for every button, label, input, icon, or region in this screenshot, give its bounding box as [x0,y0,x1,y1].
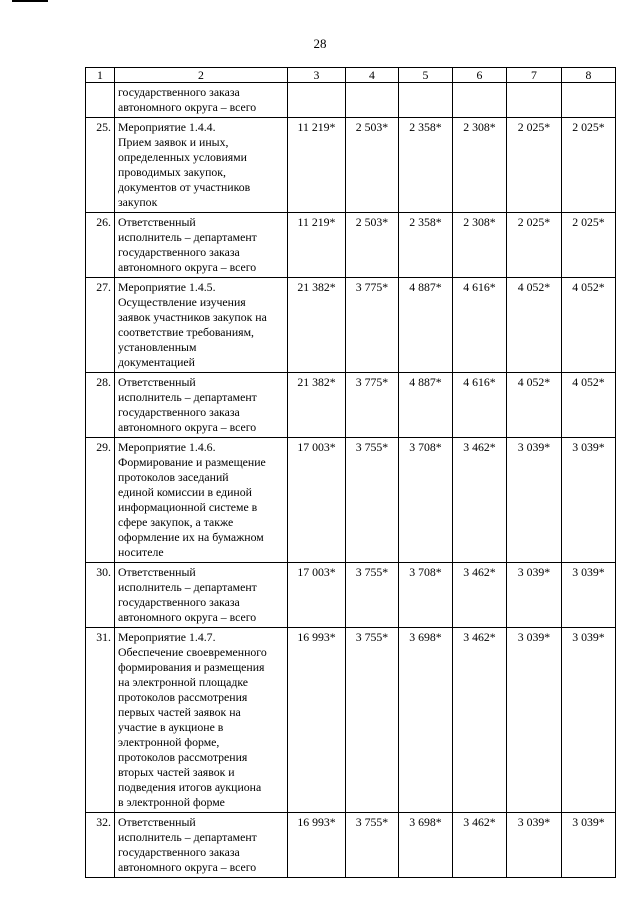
value-cell: 3 755* [346,438,399,563]
value-cell: 3 462* [453,628,507,813]
description-line: Ответственный [118,215,196,229]
value-cell: 17 003* [288,563,346,628]
description-line: исполнитель – департамент [118,580,257,594]
value-cell: 2 025* [562,213,616,278]
value-cell: 3 698* [399,813,453,878]
row-description [115,83,288,118]
value-cell: 4 616* [453,373,507,438]
value-cell: 3 708* [399,563,453,628]
value-cell: 2 308* [453,213,507,278]
description-line: автономного округа – всего [118,100,257,114]
header-cell: 7 [507,68,562,83]
description-line: заявок участников закупок на [118,310,267,324]
value-cell: 16 993* [288,628,346,813]
corner-mark [12,0,48,2]
value-cell: 16 993* [288,813,346,878]
description-line: Мероприятие 1.4.6. [118,440,216,454]
row-number: 30. [86,563,115,628]
table-row [86,813,616,878]
row-description [115,373,288,438]
value-cell: 11 219* [288,213,346,278]
table-row [86,118,616,213]
value-cell: 3 039* [507,628,562,813]
table-row [86,213,616,278]
description-line: Прием заявок и иных, [118,135,229,149]
description-line: участие в аукционе в [118,720,224,734]
header-cell: 5 [399,68,453,83]
description-line: Мероприятие 1.4.4. [118,120,216,134]
row-description [115,628,288,813]
value-cell: 2 025* [507,213,562,278]
row-number: 26. [86,213,115,278]
value-cell: 3 755* [346,813,399,878]
value-cell: 3 039* [507,438,562,563]
row-description [115,438,288,563]
description-line: протоколов заседаний [118,470,229,484]
description-line: исполнитель – департамент [118,390,257,404]
table-row [86,438,616,563]
value-cell: 3 698* [399,628,453,813]
value-cell: 4 052* [507,278,562,373]
description-line: единой комиссии в единой [118,485,252,499]
description-line: информационной системе в [118,500,258,514]
header-cell: 8 [562,68,616,83]
header-cell: 6 [453,68,507,83]
value-cell: 4 052* [562,278,616,373]
description-line: формирования и размещения [118,660,265,674]
value-cell: 4 616* [453,278,507,373]
description-line: закупок [118,195,158,209]
row-description [115,563,288,628]
description-line: документов от участников [118,180,251,194]
description-line: Ответственный [118,375,196,389]
row-number: 27. [86,278,115,373]
value-cell: 2 503* [346,118,399,213]
row-description [115,278,288,373]
row-description [115,118,288,213]
description-line: автономного округа – всего [118,260,257,274]
value-cell: 4 887* [399,373,453,438]
description-line: на электронной площадке [118,675,249,689]
value-cell: 2 025* [507,118,562,213]
description-line: автономного округа – всего [118,420,257,434]
description-line: протоколов рассмотрения [118,750,248,764]
description-line: подведения итогов аукциона [118,780,262,794]
value-cell: 2 358* [399,213,453,278]
table-row [86,563,616,628]
description-line: сфере закупок, а также [118,515,234,529]
header-cell: 3 [288,68,346,83]
value-cell: 3 755* [346,563,399,628]
value-cell: 3 708* [399,438,453,563]
description-line: государственного заказа [118,405,240,419]
value-cell: 3 039* [562,563,616,628]
value-cell: 4 887* [399,278,453,373]
value-cell: 3 039* [507,563,562,628]
description-line: государственного заказа [118,245,240,259]
page-number: 28 [313,36,327,51]
description-line: проводимых закупок, [118,165,226,179]
value-cell [562,83,616,118]
value-cell: 3 755* [346,628,399,813]
header-cell: 2 [115,68,288,83]
value-cell: 2 358* [399,118,453,213]
header-cell: 4 [346,68,399,83]
description-line: автономного округа – всего [118,610,257,624]
value-cell: 2 025* [562,118,616,213]
value-cell: 17 003* [288,438,346,563]
header-cell: 1 [86,68,115,83]
value-cell: 3 462* [453,563,507,628]
table-header-row [86,68,616,83]
value-cell: 3 462* [453,813,507,878]
description-line: государственного заказа [118,85,240,99]
value-cell [399,83,453,118]
description-line: Мероприятие 1.4.7. [118,630,216,644]
value-cell: 3 462* [453,438,507,563]
description-line: Мероприятие 1.4.5. [118,280,216,294]
description-line: первых частей заявок на [118,705,241,719]
description-line: в электронной форме [118,795,225,809]
value-cell: 4 052* [562,373,616,438]
description-line: Ответственный [118,815,196,829]
table-row [86,278,616,373]
value-cell [346,83,399,118]
row-number: 28. [86,373,115,438]
value-cell: 3 775* [346,373,399,438]
value-cell [453,83,507,118]
value-cell [288,83,346,118]
row-description [115,813,288,878]
row-number: 29. [86,438,115,563]
value-cell: 2 308* [453,118,507,213]
value-cell: 21 382* [288,373,346,438]
description-line: исполнитель – департамент [118,830,257,844]
description-line: государственного заказа [118,845,240,859]
row-number: 31. [86,628,115,813]
table-row [86,83,616,118]
description-line: протоколов рассмотрения [118,690,248,704]
value-cell: 3 775* [346,278,399,373]
value-cell: 11 219* [288,118,346,213]
row-number: 32. [86,813,115,878]
description-line: носителе [118,545,164,559]
description-line: государственного заказа [118,595,240,609]
value-cell: 3 039* [507,813,562,878]
table-body [86,68,616,878]
row-number [86,83,115,118]
value-cell [507,83,562,118]
value-cell: 2 503* [346,213,399,278]
row-description [115,213,288,278]
description-line: Формирование и размещение [118,455,266,469]
description-line: исполнитель – департамент [118,230,257,244]
row-number: 25. [86,118,115,213]
description-line: документацией [118,355,195,369]
description-line: соответствие требованиям, [118,325,254,339]
value-cell: 21 382* [288,278,346,373]
description-line: определенных условиями [118,150,247,164]
budget-table [85,67,616,878]
description-line: Обеспечение своевременного [118,645,267,659]
value-cell: 4 052* [507,373,562,438]
description-line: оформление их на бумажном [118,530,264,544]
table-row [86,628,616,813]
description-line: электронной форме, [118,735,220,749]
value-cell: 3 039* [562,813,616,878]
value-cell: 3 039* [562,438,616,563]
description-line: Ответственный [118,565,196,579]
table-row [86,373,616,438]
description-line: Осуществление изучения [118,295,246,309]
description-line: установленным [118,340,197,354]
description-line: вторых частей заявок и [118,765,235,779]
value-cell: 3 039* [562,628,616,813]
description-line: автономного округа – всего [118,860,257,874]
